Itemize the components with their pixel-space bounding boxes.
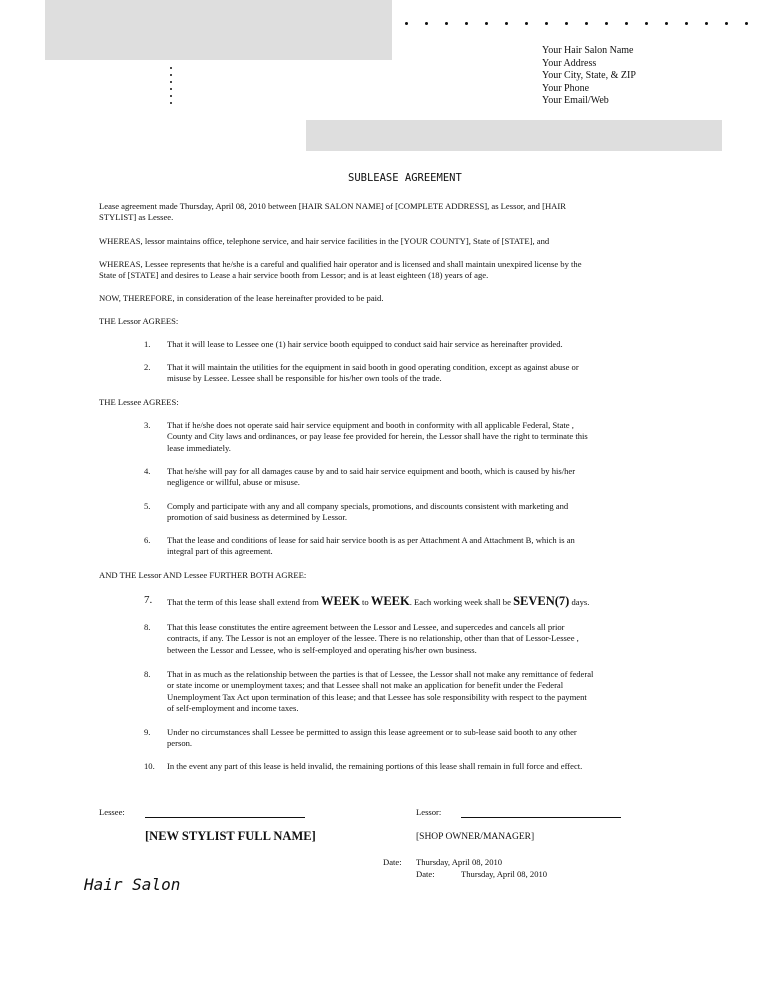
clause-line: or state income or unemployment taxes; and that Lessee shall not make an application for benefit under the Federal <box>167 680 564 691</box>
both-agree-heading: AND THE Lessor AND Lessee FURTHER BOTH AGREE: <box>99 570 307 580</box>
clause-line: That this lease constitutes the entire agreement between the Lessor and Lessee, and supercedes and cancels all prior <box>167 622 565 632</box>
clause-text <box>167 535 677 558</box>
lessee-signature-line <box>145 817 305 818</box>
salon-name: Your Hair Salon Name <box>542 45 634 56</box>
intro-line: STYLIST] as Lessee. <box>99 212 174 223</box>
clause-line: In the event any part of this lease is held invalid, the remaining portions of this lease shall remain in full force and effect. <box>167 761 583 771</box>
clause-line: integral part of this agreement. <box>167 546 273 557</box>
clause-number: 10. <box>144 761 155 771</box>
intro-paragraph <box>99 201 679 224</box>
term-text: to <box>359 597 371 607</box>
clause-number: 2. <box>144 362 151 372</box>
clause-text <box>167 622 677 656</box>
clause-text <box>167 362 677 385</box>
clause-line: That if he/she does not operate said hair service equipment and booth in conformity with all applicable Federal, State , <box>167 420 574 430</box>
footer-brand: Hair Salon <box>84 875 181 894</box>
clause-text <box>167 466 677 489</box>
salon-phone: Your Phone <box>542 82 590 94</box>
salon-contact-block <box>542 45 752 108</box>
lessee-name: [NEW STYLIST FULL NAME] <box>145 829 316 843</box>
clause-text <box>167 669 677 715</box>
lessor-signature-label: Lessor: <box>416 807 442 817</box>
clause-line: That he/she will pay for all damages cause by and to said hair service equipment and booth, which is caused by his/her <box>167 466 576 476</box>
lessor-agrees-heading: THE Lessor AGREES: <box>99 316 179 326</box>
term-start-unit: WEEK <box>320 594 360 608</box>
whereas-paragraph-2 <box>99 259 679 282</box>
clause-line: person. <box>167 738 193 749</box>
clause-line: That in as much as the relationship between the parties is that of Lessee, the Lessor shall not make any remittance of federal <box>167 669 594 679</box>
clause-line: That it will maintain the utilities for the equipment in said booth in good operating condition, except as against abuse or <box>167 362 579 372</box>
term-text: days. <box>569 597 590 607</box>
salon-email-web: Your Email/Web <box>542 95 609 107</box>
clause-number: 8. <box>144 622 151 632</box>
clause-number: 3. <box>144 420 151 430</box>
clause-number: 9. <box>144 727 151 737</box>
clause-line: contracts, if any. The Lessor is not an employer of the lessee. There is no relationship, other than that of Lessor-Lessee , <box>167 633 579 644</box>
clause-line: Unemployment Tax Act upon termination of this lease; and that Lessee has sole responsibility with respect to the payment <box>167 691 587 702</box>
whereas-line: WHEREAS, Lessee represents that he/she is a careful and qualified hair operator and is licensed and shall maintain unexpired license by the <box>99 259 582 269</box>
lessee-agrees-heading: THE Lessee AGREES: <box>99 397 179 407</box>
clause-text <box>167 761 677 772</box>
clause-number: 5. <box>144 501 151 511</box>
date-label-2: Date: <box>416 869 435 879</box>
salon-address: Your Address <box>542 57 597 69</box>
clause-line: Under no circumstances shall Lessee be permitted to assign this lease agreement or to sub-lease said booth to any other <box>167 727 577 737</box>
term-end-unit: WEEK <box>370 594 410 608</box>
document-title: SUBLEASE AGREEMENT <box>348 172 462 184</box>
clause-number: 6. <box>144 535 151 545</box>
date-value-2: Thursday, April 08, 2010 <box>461 869 548 879</box>
date-value-1: Thursday, April 08, 2010 <box>416 857 503 867</box>
clause-line: of self-employment and income taxes. <box>167 703 299 714</box>
clause-line: That the lease and conditions of lease for said hair service booth is as per Attachment A and Attachment B, which is an <box>167 535 575 545</box>
clause-text <box>167 501 677 524</box>
whereas-line: State of [STATE] and desires to Lease a hair service booth from Lessor; and is at least eighteen (18) years of age. <box>99 270 489 281</box>
date-label-1: Date: <box>383 857 402 867</box>
clause-text <box>167 727 677 750</box>
intro-line: Lease agreement made Thursday, April 08, 2010 between [HAIR SALON NAME] of [COMPLETE ADDRESS], as Lessor, and [HAIR <box>99 201 566 211</box>
clause-line: That it will lease to Lessee one (1) hair service booth equipped to conduct said hair service as hereinafter provided. <box>167 339 563 349</box>
clause-text <box>167 339 677 350</box>
salon-city-state-zip: Your City, State, & ZIP <box>542 70 636 82</box>
clause-line: negligence or willful, abuse or misuse. <box>167 477 300 488</box>
lessor-signature-line <box>461 817 621 818</box>
term-text: That the term of this lease shall extend from <box>167 597 321 607</box>
term-days: SEVEN(7) <box>513 594 570 608</box>
clause-line: County and City laws and ordinances, or pay lease fee provided for herein, the Lessor shall have the right to terminate this <box>167 431 588 442</box>
clause-text <box>167 420 677 454</box>
dotted-rule-vertical <box>0 0 200 120</box>
whereas-paragraph-1: WHEREAS, lessor maintains office, telephone service, and hair service facilities in the [YOUR COUNTY], State of [STATE], and <box>99 236 550 246</box>
clause-line: promotion of said business as determined by Lessor. <box>167 512 347 523</box>
clause-line: between the Lessor and Lessee, who is self-employed and operating his/her own business. <box>167 644 477 655</box>
clause-number: 4. <box>144 466 151 476</box>
clause-number: 8. <box>144 669 151 679</box>
clause-line: misuse by Lessee. Lessee shall be responsible for his/her own tools of the trade. <box>167 373 442 384</box>
lessee-signature-label: Lessee: <box>99 807 125 817</box>
clause-number: 1. <box>144 339 151 349</box>
clause-text-term <box>167 592 677 611</box>
term-text: . Each working week shall be <box>409 597 514 607</box>
now-therefore-paragraph: NOW, THEREFORE, in consideration of the lease hereinafter provided to be paid. <box>99 293 384 303</box>
lessor-name: [SHOP OWNER/MANAGER] <box>416 832 535 842</box>
clause-number: 7. <box>144 594 153 606</box>
clause-line: lease immediately. <box>167 442 231 453</box>
header-gray-bar <box>306 120 722 151</box>
clause-line: Comply and participate with any and all company specials, promotions, and discounts consistent with marketing and <box>167 501 569 511</box>
